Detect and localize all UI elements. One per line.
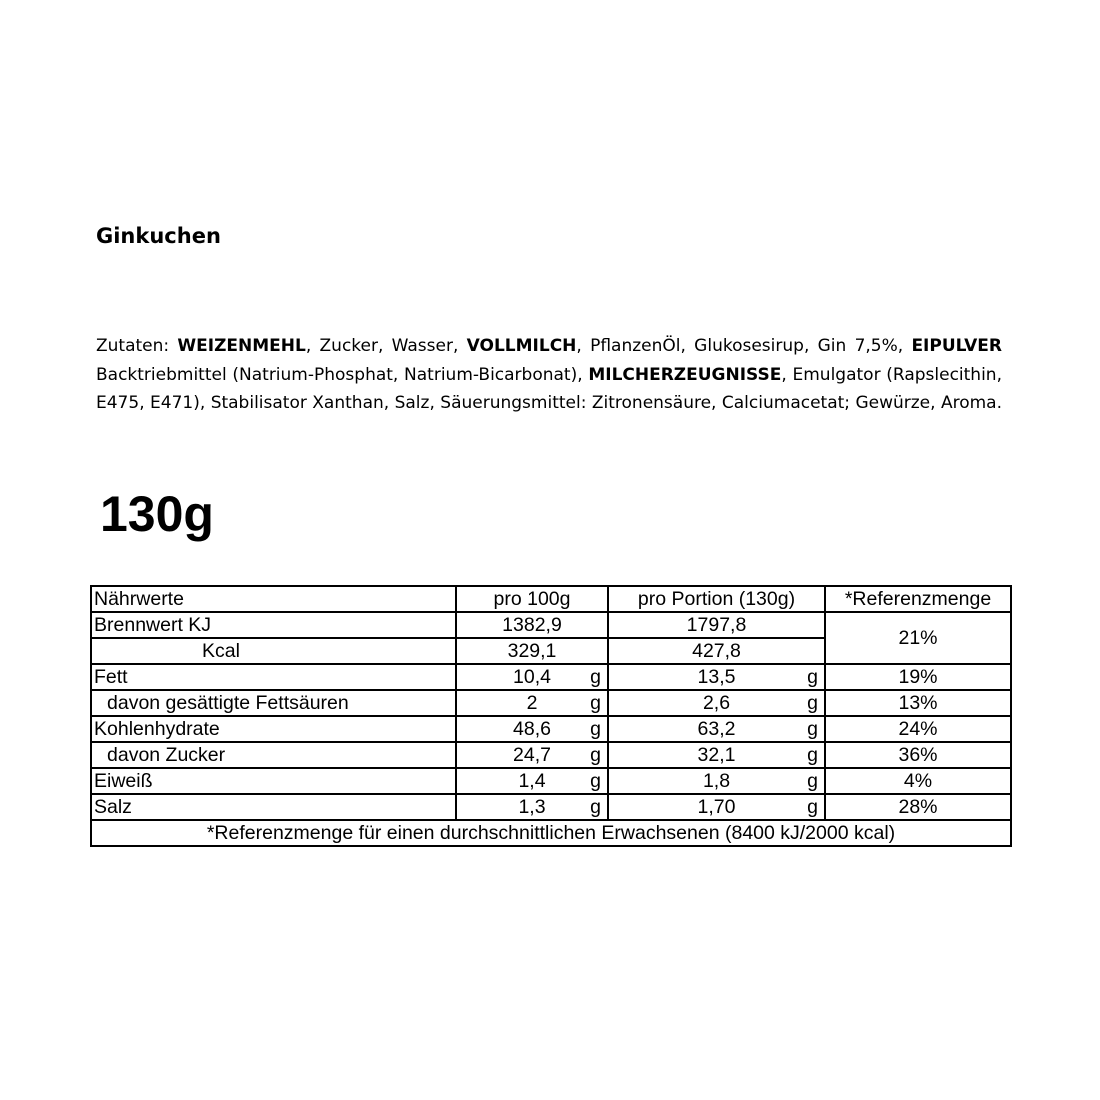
net-weight: 130g (100, 486, 214, 542)
nutrition-header-row (91, 586, 1011, 612)
nutrient-unit: g (807, 770, 818, 792)
nutrient-label: Kohlenhydrate (91, 716, 456, 742)
reference-footnote: *Referenzmenge für einen durchschnittlichen Erwachsenen (8400 kJ/2000 kcal) (91, 820, 1011, 846)
nutrient-per100 (456, 716, 608, 742)
energy-kj-label: Brennwert KJ (91, 612, 456, 638)
nutrient-per100 (456, 664, 608, 690)
ingredient-text: E475, E471), Stabilisator Xanthan, Salz, Säuerungsmittel: Zitronensäure, Calciumacetat; Gewürze, Aroma. (96, 393, 1002, 413)
nutrient-portion (608, 742, 825, 768)
nutrient-reference: 36% (825, 742, 1011, 768)
nutrient-value: 24,7 (513, 744, 551, 766)
ingredients-line (96, 361, 1002, 390)
nutrient-label: Fett (91, 664, 456, 690)
nutrient-label: davon Zucker (91, 742, 456, 768)
nutrient-row (91, 690, 1011, 716)
energy-reference: 21% (825, 612, 1011, 664)
nutrient-label: davon gesättigte Fettsäuren (91, 690, 456, 716)
ingredient-text: , PflanzenÖl, Glukosesirup, Gin 7,5%, (576, 336, 912, 356)
nutrient-value: 1,3 (518, 796, 546, 818)
header-per-100g: pro 100g (456, 586, 608, 612)
energy-kj-row (91, 612, 1011, 638)
nutrient-row (91, 742, 1011, 768)
ingredient-text: , Zucker, Wasser, (305, 336, 467, 356)
nutrient-label: Eiweiß (91, 768, 456, 794)
energy-kcal-per100: 329,1 (456, 638, 608, 664)
header-naehrwerte: Nährwerte (91, 586, 456, 612)
energy-kcal-portion: 427,8 (608, 638, 825, 664)
nutrient-value: 2,6 (702, 692, 731, 714)
ingredients-line (96, 332, 1002, 361)
ingredients-text (96, 332, 1002, 418)
energy-kj-per100: 1382,9 (456, 612, 608, 638)
nutrient-unit: g (590, 770, 601, 792)
ingredient-text: Zutaten: (96, 336, 178, 356)
nutrient-value: 2 (526, 692, 538, 714)
nutrient-per100 (456, 794, 608, 820)
nutrient-per100 (456, 690, 608, 716)
nutrient-row (91, 768, 1011, 794)
nutrient-row (91, 716, 1011, 742)
energy-kcal-label: Kcal (91, 638, 456, 664)
ingredient-text: Backtriebmittel (Natrium-Phosphat, Natrium-Bicarbonat), (96, 364, 589, 385)
nutrient-unit: g (590, 718, 601, 740)
allergen-text: EIPULVER (911, 336, 1002, 356)
nutrient-unit: g (807, 796, 818, 818)
nutrient-per100 (456, 768, 608, 794)
nutrient-row (91, 664, 1011, 690)
nutrient-value: 32,1 (697, 744, 736, 766)
nutrient-portion (608, 716, 825, 742)
nutrient-value: 13,5 (697, 666, 736, 688)
nutrient-portion (608, 664, 825, 690)
nutrient-value: 1,4 (518, 770, 546, 792)
allergen-text: WEIZENMEHL (177, 336, 306, 356)
nutrient-value: 1,8 (702, 770, 731, 792)
nutrient-per100 (456, 742, 608, 768)
ingredient-text: , Emulgator (Rapslecithin, (781, 364, 1002, 385)
nutrient-unit: g (590, 744, 601, 766)
nutrient-reference: 4% (825, 768, 1011, 794)
nutrient-row (91, 794, 1011, 820)
nutrient-unit: g (590, 692, 601, 714)
nutrient-unit: g (807, 718, 818, 740)
nutrient-portion (608, 794, 825, 820)
energy-kj-portion: 1797,8 (608, 612, 825, 638)
nutrition-table (90, 585, 1012, 847)
nutrient-value: 1,70 (697, 796, 736, 818)
nutrient-reference: 19% (825, 664, 1011, 690)
nutrient-value: 48,6 (513, 718, 551, 740)
nutrient-unit: g (807, 744, 818, 766)
nutrient-portion (608, 690, 825, 716)
header-reference: *Referenzmenge (825, 586, 1011, 612)
nutrient-label: Salz (91, 794, 456, 820)
nutrient-value: 10,4 (513, 666, 551, 688)
nutrient-unit: g (590, 796, 601, 818)
nutrient-unit: g (807, 692, 818, 714)
nutrient-unit: g (807, 666, 818, 688)
nutrient-unit: g (590, 666, 601, 688)
footnote-row (91, 820, 1011, 846)
nutrient-reference: 24% (825, 716, 1011, 742)
header-per-portion: pro Portion (130g) (608, 586, 825, 612)
nutrient-portion (608, 768, 825, 794)
allergen-text: MILCHERZEUGNISSE (588, 364, 782, 385)
nutrient-reference: 13% (825, 690, 1011, 716)
ingredients-line (96, 389, 1002, 418)
allergen-text: VOLLMILCH (466, 336, 577, 356)
nutrient-reference: 28% (825, 794, 1011, 820)
product-title: Ginkuchen (96, 224, 221, 248)
nutrient-value: 63,2 (697, 718, 736, 740)
